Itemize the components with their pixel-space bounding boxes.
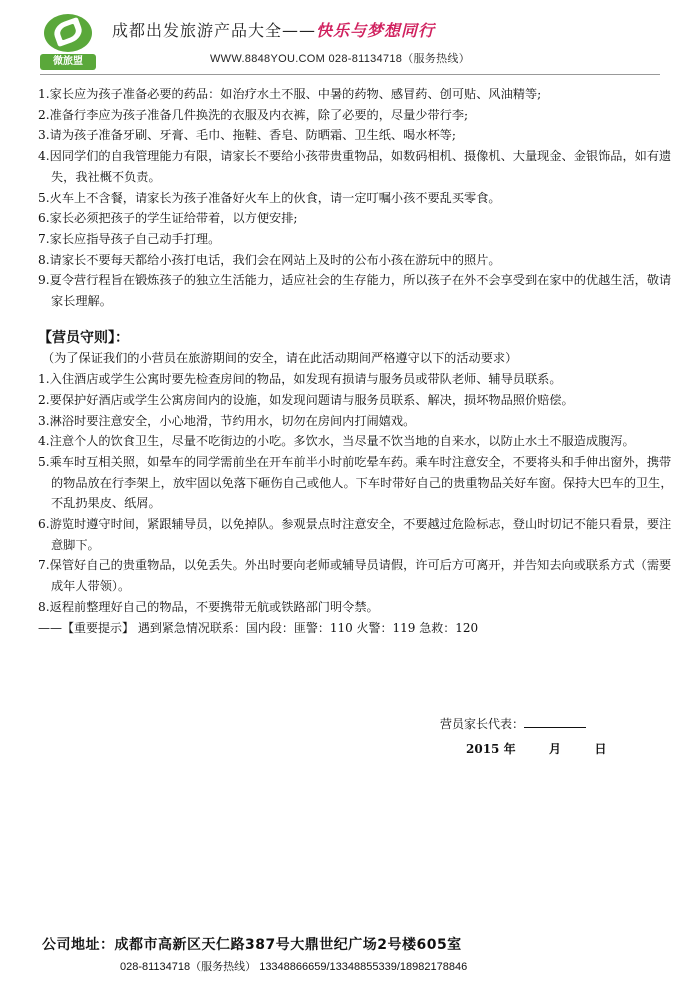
rule-item: 5.乘车时互相关照，如晕车的同学需前坐在开车前半小时前吃晕车药。乘车时注意安全，不要将头和手伸出窗外，携带的物品放在行李架上，放牢固以免落下砸伤自己或他人。下车时带好自己的贵重物品关好车窗。保持大巴车的卫生，不乱扔果皮、纸屑。	[38, 454, 673, 511]
note-item: 7.家长应指导孩子自己动手打理。	[38, 231, 221, 246]
note-item: 5.火车上不含餐，请家长为孩子准备好火车上的伙食，请一定叮嘱小孩不要乱买零食。	[38, 190, 501, 205]
date-year: 2015 年	[466, 742, 516, 756]
date-day: 日	[594, 742, 607, 756]
logo-text: 微旅盟	[40, 54, 96, 70]
note-item: 2.准备行李应为孩子准备几件换洗的衣服及内衣裤，除了必要的，尽量少带行李;	[38, 107, 469, 122]
rules-intro: （为了保证我们的小营员在旅游期间的安全，请在此活动期间严格遵守以下的活动要求）	[42, 351, 518, 366]
rule-item: 8.返程前整理好自己的物品，不要携带无航或铁路部门明令禁。	[38, 599, 379, 614]
company-logo	[40, 14, 96, 70]
rules-heading: 【营员守则】：	[38, 329, 129, 346]
date-month: 月	[549, 742, 562, 756]
header-title: 成都出发旅游产品大全——	[112, 21, 317, 40]
rule-item: 2.要保护好酒店或学生公寓房间内的设施，如发现问题请与服务员联系、解决，损坏物品照价赔偿。	[38, 392, 574, 407]
rule-item: 7.保管好自己的贵重物品，以免丢失。外出时要向老师或辅导员请假，许可后方可离开，并告知去向或联系方式（需要成年人带领）。	[38, 558, 672, 594]
header-divider	[40, 74, 660, 75]
signature-line	[524, 715, 586, 728]
company-phones: 028-81134718（服务热线） 13348866659/13348855339/18982178846	[120, 961, 468, 973]
note-item: 4.因同学们的自我管理能力有限，请家长不要给小孩带贵重物品，如数码相机、摄像机、大量现金、金银饰品，如有遗失，我社概不负责。	[38, 149, 672, 184]
company-address: 公司地址：成都市高新区天仁路387号大鼎世纪广场2号楼605室	[42, 937, 462, 953]
header-slogan: 快乐与梦想同行	[316, 21, 436, 40]
signature-block	[440, 715, 586, 732]
note-item: 3.请为孩子准备牙刷、牙膏、毛巾、拖鞋、香皂、防晒霜、卫生纸、喝水杯等;	[38, 128, 456, 143]
rule-item: 3.淋浴时要注意安全，小心地滑，节约用水，切勿在房间内打闹嬉戏。	[38, 413, 416, 428]
signature-label: 营员家长代表：	[440, 717, 525, 731]
rule-item: 4.注意个人的饮食卫生，尽量不吃街边的小吃。多饮水，当尽量不饮当地的自来水，以防止水土不服造成腹泻。	[38, 434, 635, 449]
rule-item: 6.游览时遵守时间，紧跟辅导员，以免掉队。参观景点时注意安全，不要越过危险标志，登山时切记不能只看景，要注意脚下。	[38, 517, 672, 552]
signature-date	[466, 740, 606, 757]
important-tip: ——【重要提示】 遇到紧急情况联系：国内段：匪警：110 火警：119 急救：120	[38, 620, 479, 635]
header-title-line	[112, 18, 435, 41]
note-item: 6.家长必须把孩子的学生证给带着，以方便安排;	[38, 211, 298, 226]
camper-rules-list	[38, 369, 678, 617]
document-body	[38, 84, 678, 638]
note-item: 1.家长应为孩子准备必要的药品：如治疗水土不服、中暑的药物、感冒药、创可贴、风油精等;	[38, 87, 542, 101]
note-item: 8.请家长不要每天都给小孩打电话，我们会在网站上及时的公布小孩在游玩中的照片。	[38, 252, 501, 267]
parent-notes-list	[38, 84, 678, 312]
page-header	[40, 12, 660, 72]
note-item: 9.夏令营行程旨在锻炼孩子的独立生活能力，适应社会的生存能力，所以孩子在外不会享受到在家中的优越生活，敬请家长理解。	[38, 273, 672, 309]
header-subtitle: WWW.8848YOU.COM 028-81134718（服务热线）	[210, 53, 471, 65]
rule-item: 1.入住酒店或学生公寓时要先检查房间的物品，如发现有损请与服务员或带队老师、辅导员联系。	[38, 372, 562, 387]
